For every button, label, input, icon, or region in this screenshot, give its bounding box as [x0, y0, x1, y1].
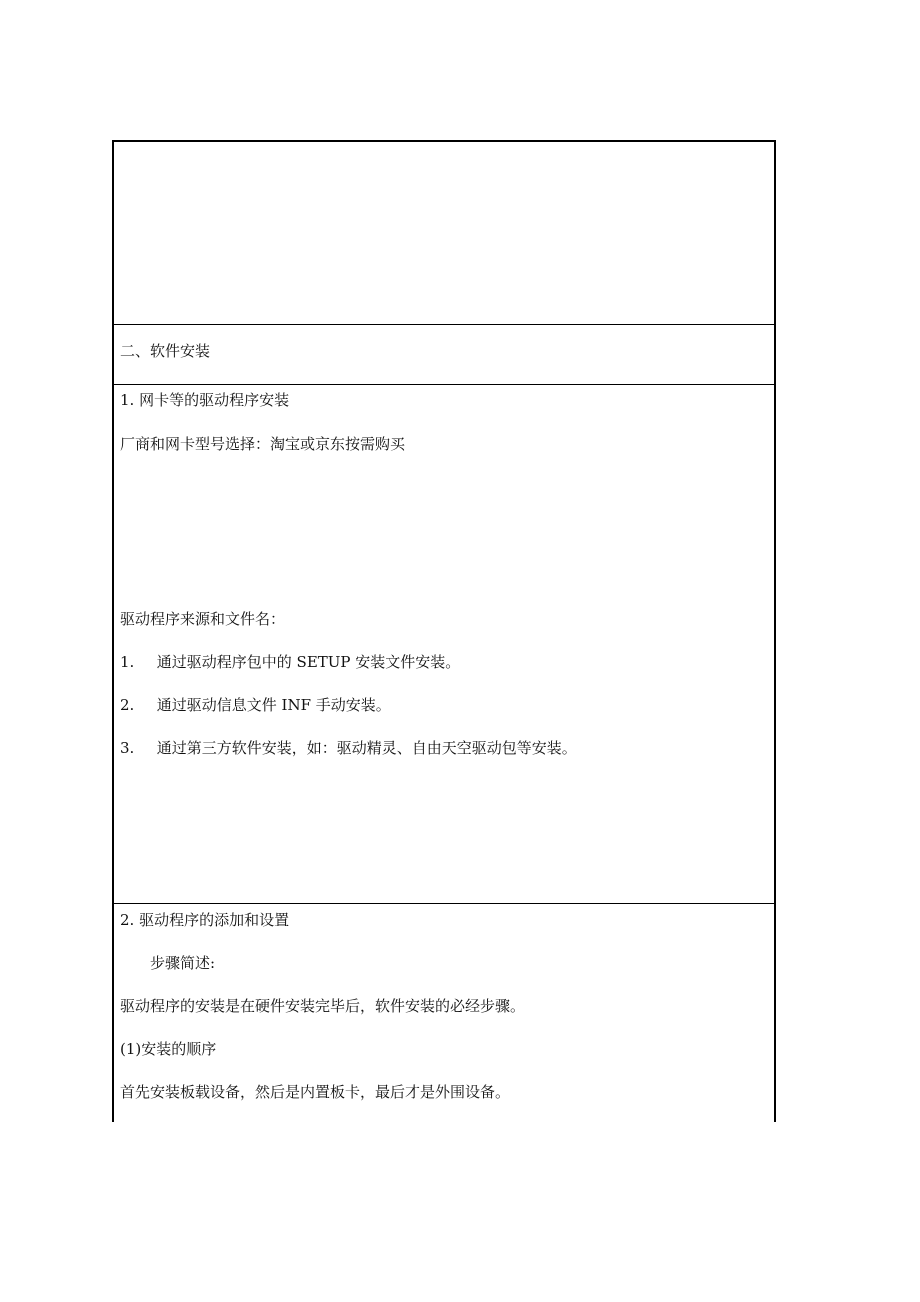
install-order-line: 首先安装板载设备，然后是内置板卡，最后才是外围设备。: [120, 1083, 511, 1101]
vendor-model-line: 厂商和网卡型号选择：淘宝或京东按需购买: [120, 435, 406, 453]
driver-settings-heading: 2. 驱动程序的添加和设置: [120, 911, 290, 929]
driver-source-item: [120, 738, 577, 758]
driver-source-label: 驱动程序来源和文件名：: [120, 610, 286, 628]
item-text: 通过驱动信息文件 INF 手动安装。: [156, 696, 391, 714]
steps-label: 步骤简述:: [150, 954, 216, 972]
item-text: 通过驱动程序包中的 SETUP 安装文件安装。: [156, 653, 461, 671]
document-table: [112, 140, 776, 1122]
driver-install-heading: 1. 网卡等的驱动程序安装: [120, 391, 290, 409]
section-title-row: [114, 325, 774, 385]
item-number: 2.: [120, 696, 135, 714]
driver-install-row: [114, 385, 774, 904]
section-title: 二、软件安装: [120, 342, 211, 360]
item-text: 通过第三方软件安装，如：驱动精灵、自由天空驱动包等安装。: [156, 739, 577, 757]
blank-table-row: [114, 142, 774, 325]
install-order-heading: (1)安装的顺序: [120, 1040, 217, 1058]
item-number: 1.: [120, 653, 135, 671]
driver-source-item: [120, 652, 460, 672]
driver-settings-row: [114, 904, 774, 1122]
item-number: 3.: [120, 739, 135, 757]
driver-source-item: [120, 695, 391, 715]
install-description: 驱动程序的安装是在硬件安装完毕后，软件安装的必经步骤。: [120, 997, 526, 1015]
